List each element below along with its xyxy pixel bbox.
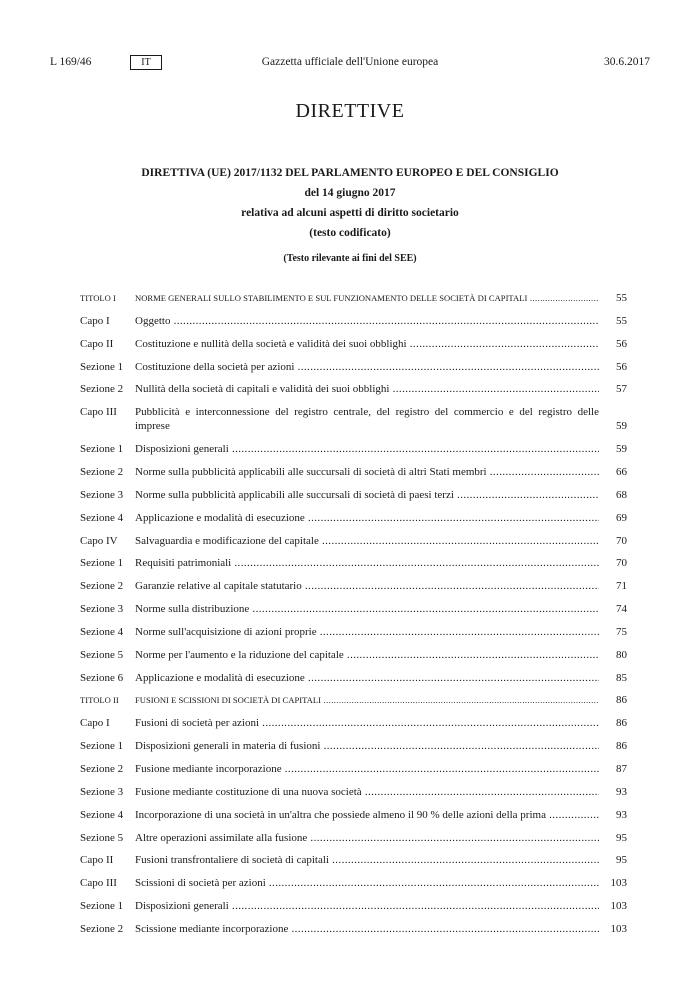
toc-entry-title: Norme per l'aumento e la riduzione del capitale ..... (135, 648, 599, 662)
toc-entry-title: Disposizioni generali ..... (135, 899, 599, 913)
toc-entry-title: Scissioni di società per azioni ..... (135, 876, 599, 890)
toc-entry-label: Sezione 2 (80, 465, 124, 478)
toc-entry-title: Applicazione e modalità di esecuzione ..... (135, 511, 599, 525)
toc-entry-label: Sezione 1 (80, 900, 124, 913)
toc-entry-label: Sezione 1 (80, 360, 124, 373)
toc-entry-title: NORME GENERALI SULLO STABILIMENTO E SUL FUNZIONAMENTO DELLE SOCIETÀ DI CAPITALI ..... (135, 291, 599, 305)
toc-entry-page: 70 (616, 557, 627, 570)
toc-entry-label: Sezione 1 (80, 443, 124, 456)
toc-entry-title: Fusione mediante costituzione di una nuova società ..... (135, 785, 599, 799)
language-code: IT (130, 55, 162, 70)
toc-entry-page: 103 (610, 900, 627, 913)
toc-entry-title: Norme sulla pubblicità applicabili alle succursali di società di altri Stati membri ..... (135, 465, 599, 479)
toc-entry-title: Norme sull'acquisizione di azioni proprie ..... (135, 625, 599, 639)
toc-entry-page: 59 (616, 420, 627, 433)
toc-entry-label: Sezione 5 (80, 648, 124, 661)
toc-entry-title: Applicazione e modalità di esecuzione ..... (135, 671, 599, 685)
toc-entry-page: 93 (616, 785, 627, 798)
toc-entry-page: 95 (616, 854, 627, 867)
toc-entry-page: 66 (616, 465, 627, 478)
toc-entry-label: Sezione 1 (80, 740, 124, 753)
toc-entry-label: Capo I (80, 717, 110, 730)
toc-entry-page: 70 (616, 534, 627, 547)
toc-entry-label: TITOLO II (80, 695, 119, 706)
toc-entry-page: 86 (616, 694, 627, 707)
directive-title: DIRETTIVA (UE) 2017/1132 DEL PARLAMENTO EUROPEO E DEL CONSIGLIO (141, 167, 559, 179)
toc-entry-page: 86 (616, 740, 627, 753)
toc-entry-page: 95 (616, 831, 627, 844)
toc-entry-title: Salvaguardia e modificazione del capitale ..... (135, 534, 599, 548)
toc-entry-title: Disposizioni generali in materia di fusioni ..... (135, 739, 599, 753)
toc-entry-label: Sezione 4 (80, 625, 124, 638)
toc-entry-title: Disposizioni generali ..... (135, 442, 599, 456)
toc-entry-page: 69 (616, 511, 627, 524)
toc-entry-label: Capo II (80, 854, 114, 867)
toc-entry-label: Capo III (80, 877, 117, 890)
toc-entry-label: Sezione 3 (80, 785, 124, 798)
toc-entry-page: 75 (616, 625, 627, 638)
toc-entry-title: FUSIONI E SCISSIONI DI SOCIETÀ DI CAPITALI ..... (135, 693, 599, 707)
toc-entry-page: 86 (616, 717, 627, 730)
toc-entry-title: Garanzie relative al capitale statutario ..... (135, 579, 599, 593)
directive-heading (40, 163, 660, 264)
toc-entry-title: Incorporazione di una società in un'altra che possiede almeno il 90 % delle azioni della prima ..... (135, 808, 599, 822)
toc-entry-page: 74 (616, 603, 627, 616)
page-header (50, 56, 650, 74)
toc-entry-title: Oggetto ..... (135, 314, 599, 328)
toc-entry-page: 55 (616, 292, 627, 304)
directive-codified-note: (testo codificato) (309, 227, 391, 239)
toc-entry-title: Fusione mediante incorporazione ..... (135, 762, 599, 776)
toc-entry-page: 71 (616, 580, 627, 593)
toc-entry-label: Sezione 2 (80, 383, 124, 396)
toc-entry-page: 55 (616, 314, 627, 327)
toc-entry-page: 56 (616, 360, 627, 373)
toc-entry-page: 103 (610, 877, 627, 890)
toc-entry-page: 93 (616, 808, 627, 821)
toc-entry-label: Sezione 3 (80, 603, 124, 616)
toc-entry-title: Nullità della società di capitali e validità dei suoi obblighi ..... (135, 382, 599, 396)
toc-entry-title: Norme sulla distribuzione ..... (135, 602, 599, 616)
toc-entry-page: 85 (616, 671, 627, 684)
toc-entry-page: 59 (616, 443, 627, 456)
toc-entry-page: 80 (616, 648, 627, 661)
toc-entry-label: Capo II (80, 337, 114, 350)
toc-entry-label: Sezione 4 (80, 808, 124, 821)
toc-entry-label: Sezione 3 (80, 488, 124, 501)
toc-entry-title: Requisiti patrimoniali ..... (135, 556, 599, 570)
toc-entry-page: 57 (616, 383, 627, 396)
toc-entry-label: Capo IV (80, 534, 118, 547)
directive-subject: relativa ad alcuni aspetti di diritto societario (241, 207, 459, 219)
toc-entry-title: Pubblicità e interconnessione del registro centrale, del registro del commercio e del registro delle imprese ..... (135, 405, 599, 433)
toc-entry-title: Norme sulla pubblicità applicabili alle succursali di società di paesi terzi ..... (135, 488, 599, 502)
toc-entry-label: Sezione 2 (80, 763, 124, 775)
section-title: DIRETTIVE (295, 100, 405, 122)
toc-entry-label: Sezione 5 (80, 831, 124, 844)
toc-entry-page: 103 (610, 922, 627, 935)
toc-entry-label: Capo III (80, 406, 117, 419)
toc-entry-title: Costituzione della società per azioni ..... (135, 360, 599, 374)
toc-entry-title: Fusioni transfrontaliere di società di capitali ..... (135, 853, 599, 867)
toc-entry-page: 87 (616, 763, 627, 775)
eea-relevance-note: (Testo rilevante ai fini del SEE) (283, 253, 417, 264)
journal-name: Gazzetta ufficiale dell'Unione europea (261, 56, 439, 68)
toc-entry-label: Capo I (80, 314, 110, 327)
toc-entry-title: Altre operazioni assimilate alla fusione ..... (135, 831, 599, 845)
toc-entry-label: Sezione 2 (80, 922, 124, 935)
directive-date: del 14 giugno 2017 (304, 187, 396, 199)
toc-entry-label: TITOLO I (80, 293, 116, 303)
journal-reference: L 169/46 (50, 56, 92, 68)
toc-entry-title: Fusioni di società per azioni ..... (135, 716, 599, 730)
toc-entry-page: 68 (616, 488, 627, 501)
toc-entry-label: Sezione 6 (80, 671, 124, 684)
toc-entry-page: 56 (616, 337, 627, 350)
toc-entry-label: Sezione 2 (80, 580, 124, 593)
toc-entry-label: Sezione 4 (80, 511, 124, 524)
publication-date: 30.6.2017 (604, 56, 650, 68)
toc-entry-label: Sezione 1 (80, 557, 124, 570)
toc-entry-title: Costituzione e nullità della società e validità dei suoi obblighi ..... (135, 337, 599, 351)
toc-entry-title: Scissione mediante incorporazione ..... (135, 922, 599, 936)
